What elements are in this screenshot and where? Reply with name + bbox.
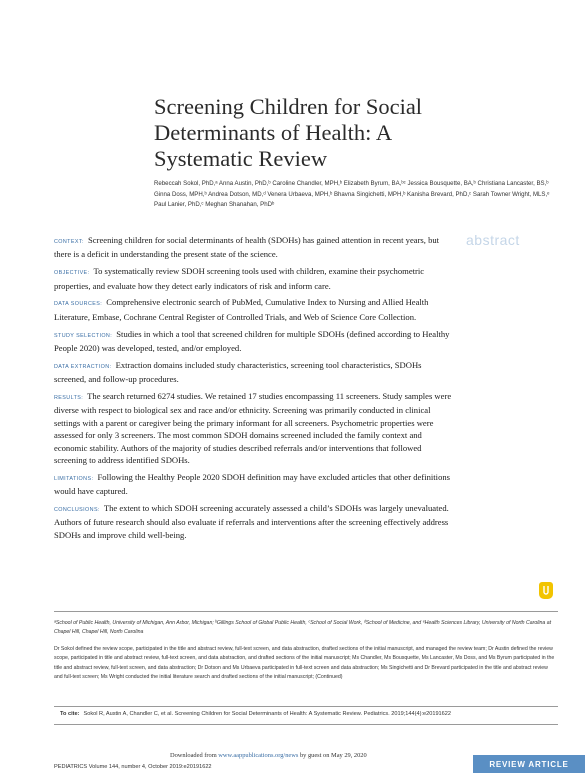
download-notice [170,752,470,759]
contributions-footnote: Dr Sokol defined the review scope, participated in the title and abstract review, full-text screen, and data abstraction, drafted sections of the initial manuscript, and managed the review team; Dr Austin defined the review scope, participated in title and abstract review, full-text screen, and data abstraction, and drafted sections of the initial manuscript; Ms Chandler, Ms Bousquette, Ms Lancaster, Ms Doss, and Ms Byrum participated in the title and abstract review, full-text screen, and data abstraction; Dr Dotson and Ms Urbaeva participated in full-text screen and data abstraction; Ms Singichetti and Dr Brevard participated in the title and abstract review and full-text screen; Ms Wright conducted the initial literature search and drafted sections of the initial manuscript; (Continued) [54,646,555,680]
abstract-objective [54,265,454,292]
journal-footer: PEDIATRICS Volume 144, number 4, October 2019:e20191622 [54,764,212,770]
cite-text: Sokol R, Austin A, Chandler C, et al. Screening Children for Social Determinants of Health: A Systematic Review. Pediatrics. 2019;144(4):e20191622 [83,711,452,717]
results-label: RESULTS: [54,395,84,402]
cite-divider-top [54,706,558,707]
citation-line [60,711,558,717]
abstract-extraction [54,359,454,386]
selection-label: STUDY SELECTION: [54,332,113,339]
abstract-results [54,390,454,466]
selection-text: Studies in which a tool that screened children for multiple SDOHs (defined according to Healthy People 2020) was developed, tested, and/or employed. [54,328,450,354]
abstract-body [54,234,454,546]
limitations-label: LIMITATIONS: [54,475,94,482]
abstract-sources [54,296,454,323]
article-title: Screening Children for Social Determinants of Health: A Systematic Review [154,94,423,171]
extraction-label: DATA EXTRACTION: [54,363,112,370]
limitations-text: Following the Healthy People 2020 SDOH definition may have excluded articles that other definitions would have captured. [54,471,451,497]
objective-label: OBJECTIVE: [54,270,90,277]
results-text: The search returned 6274 studies. We retained 17 studies encompassing 11 screeners. Study samples were diverse with respect to biological sex and race and/or ethnicity. Screening was primarily conducted in clinical settings with a parent or caregiver being the primary informant for all screeners. Psychometric properties were assessed for only 3 screeners. The most common SDOH domains screened included the family context and economic stability. Authors of the majority of studies described referrals and/or interventions that followed screening to address identified SDOHs. [54,391,452,466]
footnote-divider [54,611,558,612]
cite-divider-bottom [54,724,558,725]
abstract-limitations [54,471,454,498]
sources-label: DATA SOURCES: [54,301,103,308]
section-badge: REVIEW ARTICLE [473,755,585,773]
abstract-conclusions [54,502,454,541]
abstract-heading: abstract [466,232,520,248]
objective-text: To systematically review SDOH screening tools used with children, examine their psychometric properties, and evaluate how they detect early indicators of risk and inform care. [54,266,425,291]
context-label: CONTEXT: [54,239,84,245]
cite-label: To cite: [60,711,80,717]
author-list: Rebeccah Sokol, PhD,ᵃ Anna Austin, PhD,ᵇ Caroline Chandler, MPH,ᵇ Elizabeth Byrum, BA,ᵇᶜ Jessica Bousquette, BA,ᵇ Christiana Lancaster, BS,ᵇ Ginna Doss, MPH,ᵇ Andrea Dotson, MD,ᵈ Venera Urbaeva, MPH,ᵇ Bhavna Singichetti, MPH,ᵇ Kanisha Brevard, PhD,ᶜ Sarah Towner Wright, MLS,ᵉ Paul Lanier, PhD,ᶜ Meghan Shanahan, PhDᵇ [154,180,550,208]
extraction-text: Extraction domains included study characteristics, screening tool characteristics, SDOHs screened, and follow-up procedures. [54,359,422,385]
downloaded-suffix: by guest on May 29, 2020 [299,752,367,759]
affiliations-footnote: ᵃSchool of Public Health, University of Michigan, Ann Arbor, Michigan; ᵇGillings School of Global Public Health, ᶜSchool of Social Work, ᵈSchool of Medicine, and ᵉHealth Sciences Library, University of North Carolina at Chapel Hill, Chapel Hill, North Carolina [54,620,552,635]
downloaded-link[interactable]: www.aappublications.org/news [218,752,299,759]
conclusions-text: The extent to which SDOH screening accurately assessed a child’s SDOHs was largely unevaluated. Authors of future research should also evaluate if referrals and interventions after the screening effectively address SDOHs and improve child well-being. [54,503,449,540]
abstract-selection [54,328,454,355]
conclusions-label: CONCLUSIONS: [54,507,100,514]
sources-text: Comprehensive electronic search of PubMed, Cumulative Index to Nursing and Allied Health Literature, Embase, Cochrane Central Register of Controlled Trials, and Web of Science Core Collection. [54,297,429,322]
downloaded-prefix: Downloaded from [170,752,217,759]
context-text: Screening children for social determinants of health (SDOHs) has gained attention in recent years, but there is a deficit in understanding the present state of the science. [54,235,440,260]
abstract-context [54,234,454,261]
journal-logo-icon [539,581,553,599]
